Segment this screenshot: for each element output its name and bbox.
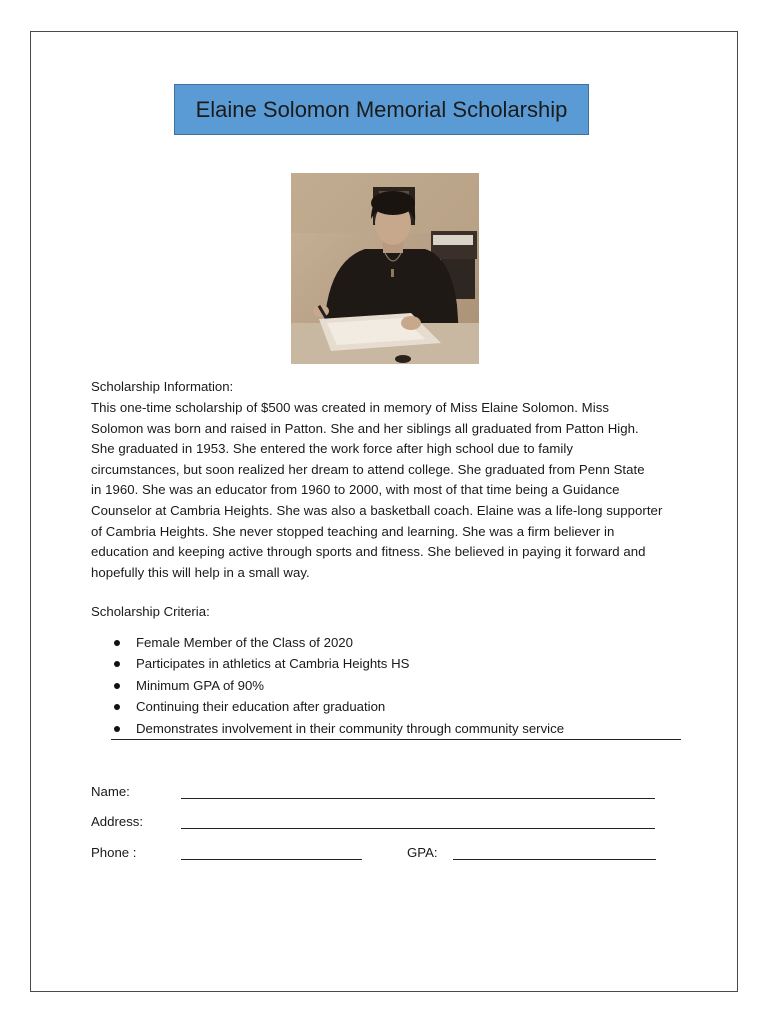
phone-field[interactable] bbox=[181, 859, 362, 860]
phone-label: Phone : bbox=[91, 845, 137, 860]
name-field[interactable] bbox=[181, 798, 655, 799]
address-field[interactable] bbox=[181, 828, 655, 829]
info-line: She graduated in 1953. She entered the work force after high school due to family bbox=[91, 441, 574, 457]
criteria-heading: Scholarship Criteria: bbox=[91, 604, 210, 619]
criteria-item: Demonstrates involvement in their community through community service bbox=[111, 718, 564, 739]
gpa-field[interactable] bbox=[453, 859, 656, 860]
info-line: hopefully this will help in a small way. bbox=[91, 564, 310, 580]
scholarship-title: Elaine Solomon Memorial Scholarship bbox=[174, 84, 589, 135]
gpa-label: GPA: bbox=[407, 845, 438, 860]
portrait-photo-icon bbox=[291, 173, 479, 364]
info-line: circumstances, but soon realized her dream to attend college. She graduated from Penn State bbox=[91, 461, 645, 477]
info-line: This one-time scholarship of $500 was created in memory of Miss Elaine Solomon. Miss bbox=[91, 400, 609, 415]
name-label: Name: bbox=[91, 784, 130, 799]
info-line: of Cambria Heights. She never stopped teaching and learning. She was a firm believer in bbox=[91, 523, 615, 539]
info-line: education and keeping active through sports and fitness. She believed in paying it forward and bbox=[91, 544, 646, 560]
criteria-item: Participates in athletics at Cambria Heights HS bbox=[111, 653, 564, 674]
criteria-divider bbox=[111, 739, 681, 740]
criteria-item: Female Member of the Class of 2020 bbox=[111, 632, 564, 653]
address-label: Address: bbox=[91, 814, 144, 829]
criteria-item: Minimum GPA of 90% bbox=[111, 675, 564, 696]
info-line: Counselor at Cambria Heights. She was also a basketball coach. Elaine was a life-long supporter bbox=[91, 502, 663, 518]
criteria-list bbox=[111, 632, 564, 739]
info-body bbox=[91, 398, 683, 583]
info-line: Solomon was born and raised in Patton. She and her siblings all graduated from Patton High. bbox=[91, 420, 639, 436]
criteria-item: Continuing their education after graduation bbox=[111, 696, 564, 717]
info-heading: Scholarship Information: bbox=[91, 379, 234, 394]
info-line: in 1960. She was an educator from 1960 to 2000, with most of that time being a Guidance bbox=[91, 482, 620, 498]
